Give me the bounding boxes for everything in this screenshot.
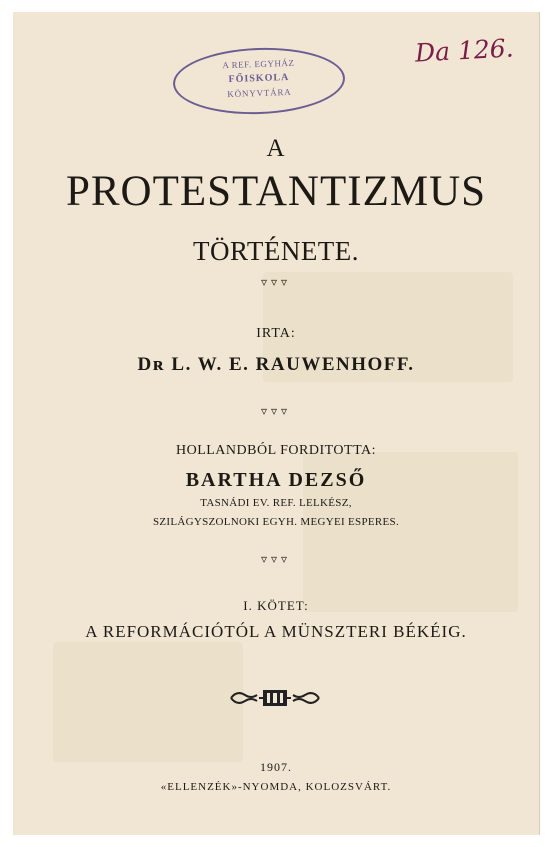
title-page [13,12,540,835]
title-sub: TÖRTÉNETE. [192,236,360,266]
printer-imprint: «ELLENZÉK»-NYOMDA, KOLOZSVÁRT. [160,781,392,793]
author-name: Dʀ L. W. E. RAUWENHOFF. [137,354,415,375]
translator-name: BARTHA DEZSŐ [185,469,367,491]
bleed-through-shadow [53,642,243,762]
title-article: A [266,135,286,162]
triangle-ornament: ▿▿▿ [260,552,292,566]
stamp-line-1: A REF. EGYHÁZ [222,57,295,71]
volume-title: A REFORMÁCIÓTÓL A MÜNSZTERI BÉKÉIG. [85,622,467,641]
library-stamp [172,45,346,117]
stamp-line-2: FŐISKOLA [228,71,290,86]
translator-role: SZILÁGYSZOLNOKI EGYH. MEGYEI ESPERES. [152,516,400,528]
author-label: IRTA: [256,326,296,341]
triangle-ornament: ▿▿▿ [260,275,292,289]
title-main: PROTESTANTIZMUS [65,168,487,215]
publication-year: 1907. [260,760,292,774]
stamp-line-3: KÖNYVTÁRA [227,86,292,100]
volume-label: I. KÖTET: [243,598,309,613]
call-number: Da 126. [414,33,515,68]
translator-label: HOLLANDBÓL FORDITOTTA: [175,443,377,458]
translator-role: TASNÁDI EV. REF. LELKÉSZ, [200,497,352,509]
printers-vignette-ornament [229,687,321,709]
triangle-ornament: ▿▿▿ [260,404,292,418]
